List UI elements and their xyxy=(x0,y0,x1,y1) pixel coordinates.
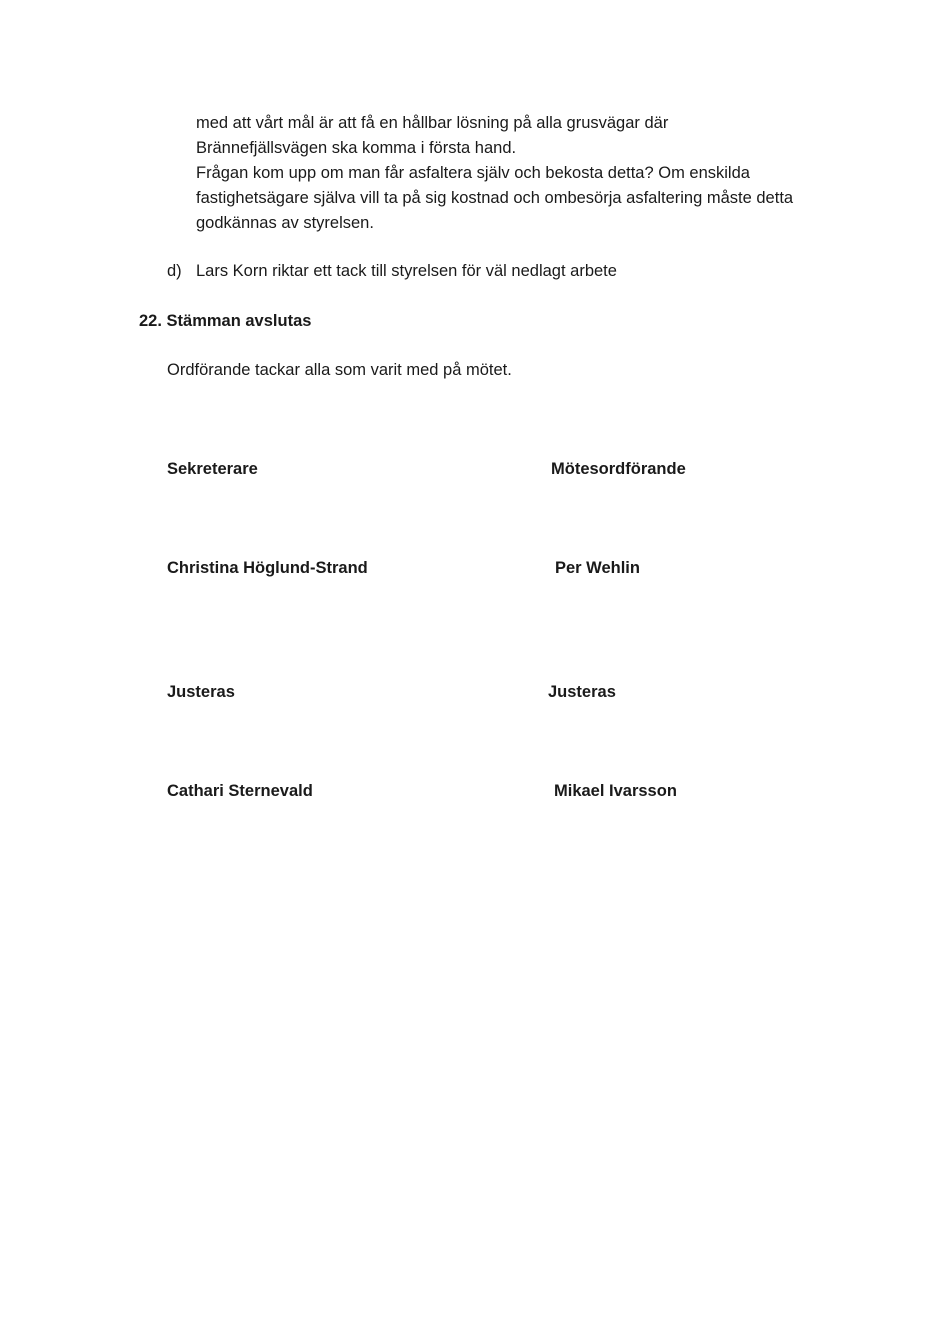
list-item-text: Lars Korn riktar ett tack till styrelsen för väl nedlagt arbete xyxy=(196,262,617,280)
adjuster-1-role: Justeras xyxy=(167,683,235,701)
section-heading: 22. Stämman avslutas xyxy=(139,312,312,330)
chair-role: Mötesordförande xyxy=(551,460,686,478)
adjuster-1-name: Cathari Sternevald xyxy=(167,782,313,800)
paragraph-line: fastighetsägare själva vill ta på sig kostnad och ombesörja asfaltering måste detta xyxy=(196,189,794,207)
secretary-name: Christina Höglund-Strand xyxy=(167,559,368,577)
paragraph-line: Brännefjällsvägen ska komma i första hand. xyxy=(196,139,517,157)
list-marker: d) xyxy=(167,262,182,280)
continuation-paragraph xyxy=(196,111,836,236)
chair-name: Per Wehlin xyxy=(555,559,640,577)
paragraph-line: godkännas av styrelsen. xyxy=(196,214,374,232)
adjuster-2-name: Mikael Ivarsson xyxy=(554,782,677,800)
list-item-d xyxy=(167,259,617,284)
paragraph-line: Frågan kom upp om man får asfaltera själv och bekosta detta? Om enskilda xyxy=(196,164,750,182)
adjuster-2-role: Justeras xyxy=(548,683,616,701)
paragraph-line: med att vårt mål är att få en hållbar lösning på alla grusvägar där xyxy=(196,114,669,132)
closing-text: Ordförande tackar alla som varit med på mötet. xyxy=(167,361,512,379)
secretary-role: Sekreterare xyxy=(167,460,258,478)
